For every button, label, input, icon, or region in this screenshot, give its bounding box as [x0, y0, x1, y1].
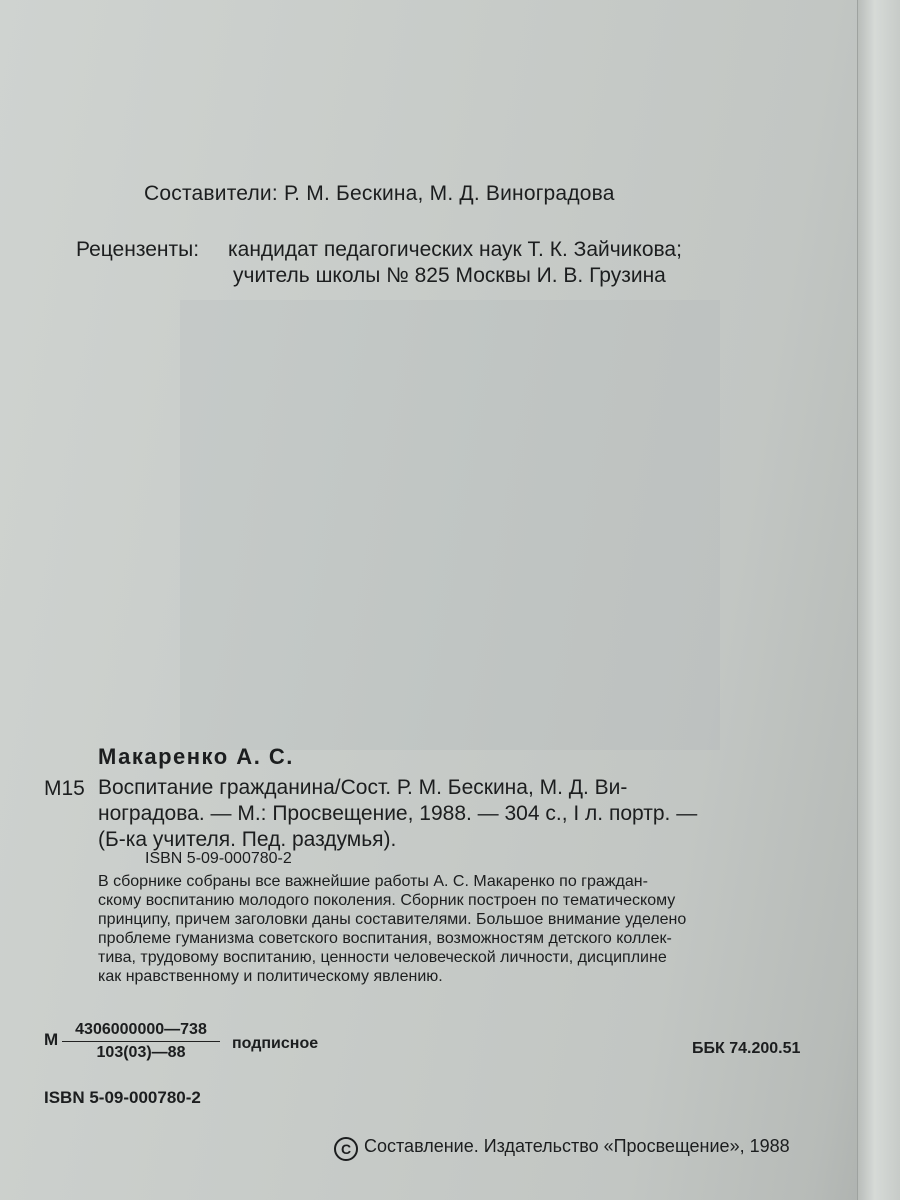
bbk-code: ББК 74.200.51	[692, 1040, 801, 1057]
copyright-text: Составление. Издательство «Просвещение», 1988	[364, 1136, 790, 1156]
annotation-line: проблеме гуманизма советского воспитания, возможностям детского коллек-	[98, 930, 672, 947]
index-denominator: 103(03)—88	[96, 1044, 186, 1061]
record-code: М15	[44, 777, 85, 800]
subscription-label: подписное	[232, 1035, 319, 1052]
annotation-line: как нравственному и политическому явлению.	[98, 968, 443, 985]
isbn-main: ISBN 5-09-000780-2	[44, 1088, 201, 1107]
annotation	[98, 872, 828, 986]
record-line: Воспитание гражданина/Сост. Р. М. Бескина, М. Д. Ви-	[98, 776, 628, 799]
compilers-line	[144, 182, 615, 206]
reviewer-2: учитель школы № 825 Москвы И. В. Грузина	[233, 264, 666, 287]
annotation-line: принципу, причем заголовки даны составителями. Большое внимание уделено	[98, 911, 687, 928]
copyright-icon: С	[334, 1137, 358, 1161]
annotation-line: В сборнике собраны все важнейшие работы А. С. Макаренко по граждан-	[98, 873, 648, 890]
reviewers-label: Рецензенты:	[76, 238, 200, 261]
record-isbn: ISBN 5-09-000780-2	[145, 850, 292, 867]
index-letter: М	[44, 1030, 59, 1049]
annotation-line: тива, трудовому воспитанию, ценности человеческой личности, дисциплине	[98, 949, 667, 966]
annotation-line: скому воспитанию молодого поколения. Сборник построен по тематическому	[98, 892, 676, 909]
reviewer-1: кандидат педагогических наук Т. К. Зайчикова;	[228, 238, 682, 261]
index-fraction	[62, 1021, 220, 1062]
next-page-edge	[857, 0, 900, 1200]
compilers-label: Составители:	[144, 182, 278, 205]
record-description	[98, 775, 838, 853]
record-author: Макаренко А. С.	[98, 744, 294, 769]
record-line: (Б-ка учителя. Пед. раздумья).	[98, 828, 397, 851]
index-numerator: 4306000000—738	[62, 1021, 220, 1042]
compilers-names: Р. М. Бескина, М. Д. Виноградова	[283, 182, 615, 205]
record-line: ноградова. — М.: Просвещение, 1988. — 304 с., I л. портр. —	[98, 802, 698, 825]
copyright-line	[334, 1136, 790, 1161]
page-show-through	[180, 300, 720, 750]
